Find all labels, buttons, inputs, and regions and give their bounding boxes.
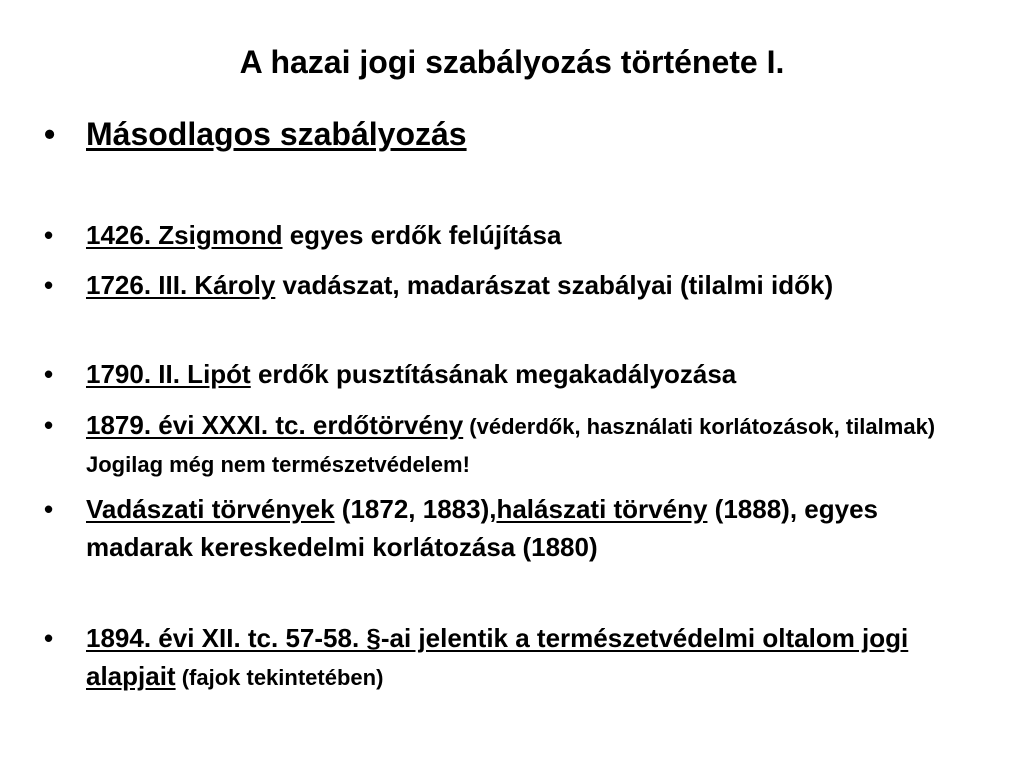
bullet-dot-icon: •	[44, 220, 54, 250]
bullet-dot-icon: •	[44, 359, 54, 389]
bullet-text: egyes erdők felújítása	[282, 220, 562, 250]
bullet-lead: 1894. évi XII. tc. 57-58. §-ai jelentik a természetvédelmi oltalom jogi alapjait	[86, 623, 909, 691]
bullet-dot-icon: •	[44, 410, 54, 440]
bullet-lead: 1726. III. Károly	[86, 270, 276, 300]
bullet-text: (1888), egyes madarak kereskedelmi korlátozása (1880)	[86, 494, 879, 562]
bullet-note: (fajok tekintetében)	[175, 665, 384, 690]
bullet-item	[44, 619, 984, 697]
bullet-dot-icon: •	[44, 494, 54, 524]
bullet-lead: 1426. Zsigmond	[86, 220, 283, 250]
bullet-heading	[44, 114, 984, 154]
bullet-note: (véderdők, használati korlátozások, tilalmak) Jogilag még nem természetvédelem!	[86, 414, 936, 477]
bullet-lead-secondary: halászati törvény	[496, 494, 708, 524]
heading-text: Másodlagos szabályozás	[86, 116, 467, 152]
bullet-item	[44, 356, 984, 392]
bullet-item	[44, 266, 984, 304]
bullet-dot-icon: •	[44, 270, 54, 300]
bullet-lead: 1790. II. Lipót	[86, 359, 251, 389]
bullet-item	[44, 490, 984, 566]
bullet-text: erdők pusztításának megakadályozása	[250, 359, 737, 389]
bullet-lead: Vadászati törvények	[86, 494, 335, 524]
bullet-item	[44, 217, 984, 253]
bullet-dot-icon: •	[44, 623, 54, 653]
bullet-lead: 1879. évi XXXI. tc. erdőtörvény	[86, 410, 464, 440]
bullet-item	[44, 407, 984, 483]
slide-title: A hazai jogi szabályozás története I.	[239, 44, 785, 80]
bullet-text: vadászat, madarászat szabályai (tilalmi idők)	[275, 270, 834, 300]
bullet-dot-icon: •	[44, 116, 56, 152]
bullet-text: (1872, 1883),	[334, 494, 497, 524]
